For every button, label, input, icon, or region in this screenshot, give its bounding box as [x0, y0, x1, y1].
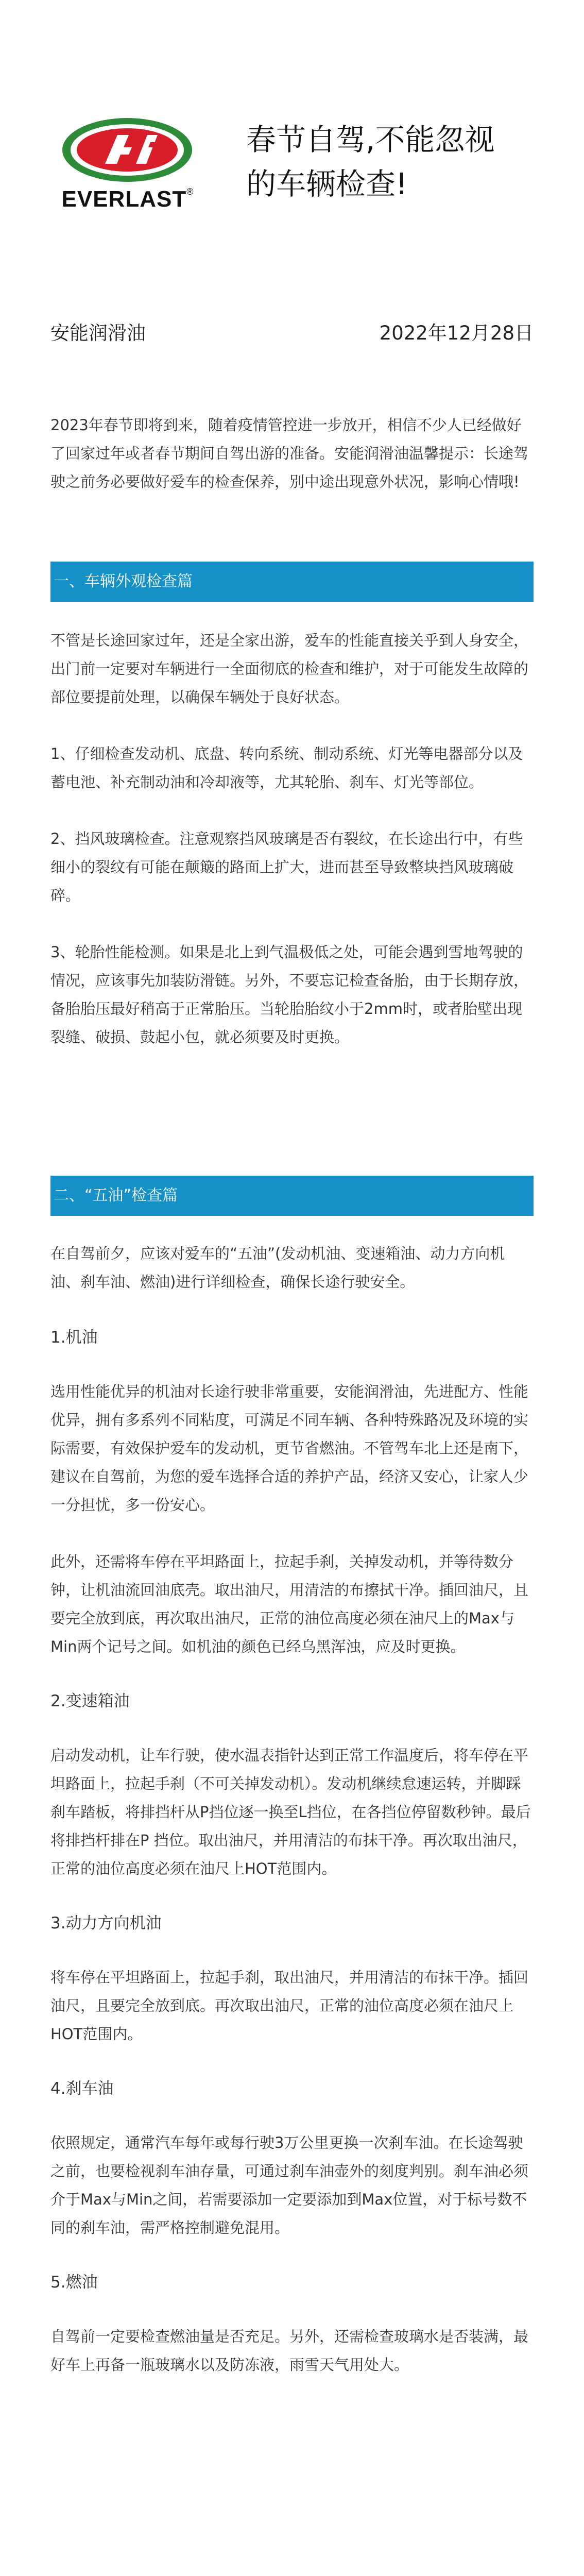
- title-line: 的车辆检查!: [246, 166, 408, 201]
- subheading-steering-oil: 3.动力方向机油: [50, 1914, 162, 1933]
- intro-section: [50, 411, 534, 496]
- section-banner-exterior: 一、车辆外观检查篇: [50, 562, 534, 602]
- paragraph: 3、轮胎性能检测。如果是北上到气温极低之处，可能会遇到雪地驾驶的情况，应该事先加装防滑链。另外，不要忘记检查备胎，由于长期存放，备胎胎压最好稍高于正常胎压。当轮胎胎纹小于2mm时，或者胎壁出现裂缝、破损、鼓起小包，就必须要及时更换。: [50, 943, 529, 1046]
- subheading-fuel: 5.燃油: [50, 2273, 98, 2292]
- section-exterior-body: [50, 626, 534, 1052]
- subheading-brake-fluid: 4.刹车油: [50, 2079, 114, 2098]
- paragraph: 自驾前一定要检查燃油量是否充足。另外，还需检查玻璃水是否装满，最好车上再备一瓶玻璃水以及防冻液，雨雪天气用处大。: [50, 2328, 529, 2374]
- title-line: 春节自驾,不能忽视: [246, 122, 495, 157]
- subheading-engine-oil: 1.机油: [50, 1328, 98, 1347]
- subheading-transmission-oil: 2.变速箱油: [50, 1692, 130, 1710]
- paragraph: 将车停在平坦路面上，拉起手刹，取出油尺，并用清洁的布抹干净。插回油尺，且要完全放到底。再次取出油尺，正常的油位高度必须在油尺上HOT范围内。: [50, 1969, 529, 2043]
- section-banner-five-oils: 二、“五油”检查篇: [50, 1176, 534, 1216]
- paragraph: 2、挡风玻璃检查。注意观察挡风玻璃是否有裂纹，在长途出行中，有些细小的裂纹有可能在颠簸的路面上扩大，进而甚至导致整块挡风玻璃破碎。: [50, 830, 523, 904]
- paragraph: 选用性能优异的机油对长途行驶非常重要，安能润滑油，先进配方、性能优异，拥有多系列不同粘度，可满足不同车辆、各种特殊路况及环境的实际需要，有效保护爱车的发动机，更节省燃油。不管驾车北上还是南下，建议在自驾前，为您的爱车选择合适的养护产品，经济又安心，让家人少一分担忧，多一份安心。: [50, 1383, 529, 1514]
- paragraph: 不管是长途回家过年，还是全家出游，爱车的性能直接关乎到人身安全，出门前一定要对车辆进行一全面彻底的检查和维护，对于可能发生故障的部位要提前处理，以确保车辆处于良好状态。: [50, 632, 529, 706]
- everlast-emblem-icon: [60, 111, 195, 189]
- publish-date: 2022年12月28日: [379, 322, 534, 344]
- author: 安能润滑油: [50, 322, 146, 344]
- paragraph: 此外，还需将车停在平坦路面上，拉起手刹，关掉发动机，并等待数分钟，让机油流回油底壳。取出油尺，用清洁的布擦拭干净。插回油尺，且要完全放到底，再次取出油尺，正常的油位高度必须在油尺上的Max与Min两个记号之间。如机油的颜色已经乌黑浑浊，应及时更换。: [50, 1553, 529, 1655]
- brand-logo: [50, 111, 205, 227]
- paragraph: 在自驾前夕，应该对爱车的“五油”(发动机油、变速箱油、动力方向机油、刹车油、燃油)进行详细检查，确保长途行驶安全。: [50, 1245, 505, 1291]
- section-five-oils-body: [50, 1240, 534, 2379]
- article-meta: [50, 317, 534, 345]
- paragraph: 启动发动机，让车行驶，使水温表指针达到正常工作温度后，将车停在平坦路面上，拉起手刹（不可关掉发动机）。发动机继续怠速运转，并脚踩刹车踏板，将排挡杆从P挡位逐一换至L挡位，在各挡位停留数秒钟。最后将排挡杆排在P 挡位。取出油尺，并用清洁的布抹干净。再次取出油尺，正常的油位高度必须在油尺上HOT范围内。: [50, 1747, 531, 1877]
- article-title: [246, 117, 565, 206]
- brand-wordmark: EVERLAST®: [61, 187, 194, 212]
- paragraph: 依照规定，通常汽车每年或每行驶3万公里更换一次刹车油。在长途驾驶之前，也要检视刹车油存量，可通过刹车油壶外的刻度判别。刹车油必须介于Max与Min之间，若需要添加一定要添加到Max位置，对于标号数不同的刹车油，需严格控制避免混用。: [50, 2134, 529, 2236]
- paragraph: 1、仔细检查发动机、底盘、转向系统、制动系统、灯光等电器部分以及蓄电池、补充制动油和冷却液等，尤其轮胎、刹车、灯光等部位。: [50, 745, 523, 791]
- intro-paragraph: 2023年春节即将到来，随着疫情管控进一步放开，相信不少人已经做好了回家过年或者春节期间自驾出游的准备。安能润滑油温馨提示：长途驾驶之前务必要做好爱车的检查保养，别中途出现意外状况，影响心情哦!: [50, 416, 529, 490]
